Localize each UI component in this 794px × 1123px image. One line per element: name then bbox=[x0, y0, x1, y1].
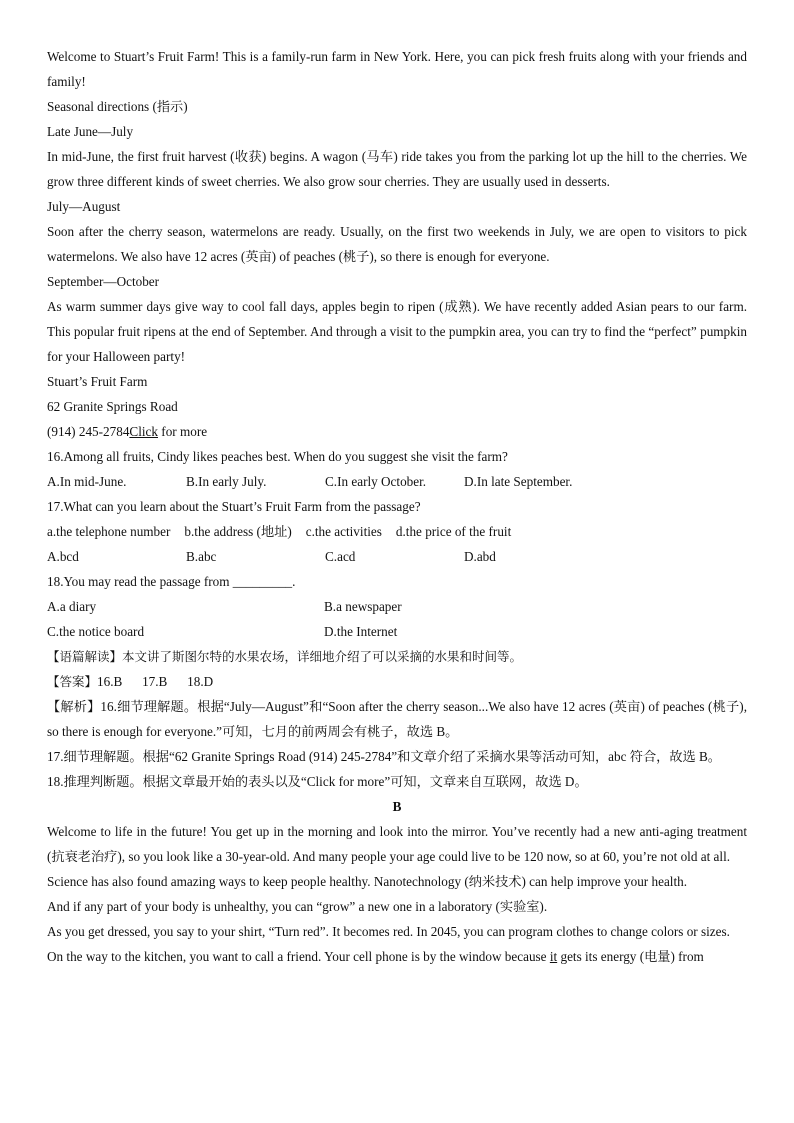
passage-b-p1: Welcome to life in the future! You get up in the morning and look into the mirror. You’ve recently had a new anti-aging treatment (抗衰老治疗), so you look like a 30-year-old. And many people your age could live to be 120 now, so at 60, you’re not old at all. bbox=[47, 824, 747, 864]
q17-item-a: a.the telephone number bbox=[47, 524, 171, 539]
p5-it: it bbox=[549, 949, 558, 964]
farm-name: Stuart’s Fruit Farm bbox=[47, 374, 148, 389]
q17-option-a: A.bcd bbox=[47, 549, 79, 564]
passage-b-p5 bbox=[47, 944, 747, 969]
explanation-16: 【解析】16.细节理解题。根据“July—August”和“Soon after the cherry season...We also have 12 acres (英亩) of peaches (桃子), so there is enough for everyone.”可知，七月的前两周会有桃子，故选 B。 bbox=[47, 699, 747, 739]
directions-title: Seasonal directions (指示) bbox=[47, 99, 188, 114]
passage-b-p4: As you get dressed, you say to your shirt, “Turn red”. It becomes red. In 2045, you can program clothes to change colors or sizes. bbox=[47, 924, 730, 939]
farm-address: 62 Granite Springs Road bbox=[47, 399, 178, 414]
q17-item-b: b.the address (地址) bbox=[184, 524, 292, 539]
q17-option-c: C.acd bbox=[325, 549, 356, 564]
answer-values: 16.B 17.B 18.D bbox=[97, 674, 214, 689]
q17-option-d: D.abd bbox=[464, 549, 496, 564]
season3-title: September—October bbox=[47, 274, 160, 289]
explanation-18: 18.推理判断题。根据文章最开始的表头以及“Click for more”可知，文章来自互联网，故选 D。 bbox=[47, 774, 588, 789]
passage-b-p2: Science has also found amazing ways to keep people healthy. Nanotechnology (纳米技术) can help improve your health. bbox=[47, 874, 688, 889]
passage-b-label: B bbox=[392, 799, 402, 814]
q17-options bbox=[47, 544, 747, 569]
season2-title: July—August bbox=[47, 199, 121, 214]
q18-option-c: C.the notice board bbox=[47, 624, 145, 639]
q18-option-d: D.the Internet bbox=[324, 624, 398, 639]
answer-line bbox=[47, 669, 747, 694]
p5-before: On the way to the kitchen, you want to call a friend. Your cell phone is by the window because bbox=[47, 949, 550, 964]
answer-label: 【答案】 bbox=[47, 674, 98, 689]
click-link[interactable]: Click bbox=[129, 424, 158, 439]
q16-option-d: D.In late September. bbox=[464, 474, 573, 489]
season3-text: As warm summer days give way to cool fall days, apples begin to ripen (成熟). We have recently added Asian pears to our farm. This popular fruit ripens at the end of September. And through a visit to the pumpkin area, you can try to find the “perfect” pumpkin for your Halloween party! bbox=[47, 299, 747, 364]
q18-option-a: A.a diary bbox=[47, 599, 97, 614]
document-page bbox=[47, 44, 747, 969]
farm-phone: (914) 245-2784 bbox=[47, 424, 130, 439]
question-16: 16.Among all fruits, Cindy likes peaches best. When do you suggest she visit the farm? bbox=[47, 449, 508, 464]
q17-item-c: c.the activities bbox=[305, 524, 382, 539]
q16-option-a: A.In mid-June. bbox=[47, 474, 127, 489]
farm-contact bbox=[47, 419, 747, 444]
q16-option-c: C.In early October. bbox=[325, 474, 427, 489]
q17-item-d: d.the price of the fruit bbox=[395, 524, 512, 539]
question-17: 17.What can you learn about the Stuart’s Fruit Farm from the passage? bbox=[47, 499, 421, 514]
q18-options-row1 bbox=[47, 594, 747, 619]
passage-b-p3: And if any part of your body is unhealthy, you can “grow” a new one in a laboratory (实验室). bbox=[47, 899, 548, 914]
q18-option-b: B.a newspaper bbox=[324, 599, 402, 614]
q17-option-b: B.abc bbox=[186, 549, 217, 564]
question-18: 18.You may read the passage from _________. bbox=[47, 574, 296, 589]
q16-options bbox=[47, 469, 747, 494]
q16-option-b: B.In early July. bbox=[186, 474, 267, 489]
q17-items bbox=[47, 519, 747, 544]
explanation-17: 17.细节理解题。根据“62 Granite Springs Road (914) 245-2784”和文章介绍了采摘水果等活动可知，abc 符合，故选 B。 bbox=[47, 749, 721, 764]
season2-text: Soon after the cherry season, watermelons are ready. Usually, on the first two weekends in July, we are open to visitors to pick watermelons. We also have 12 acres (英亩) of peaches (桃子), so there is enough for everyone. bbox=[47, 224, 747, 264]
season1-title: Late June—July bbox=[47, 124, 134, 139]
q18-options-row2 bbox=[47, 619, 747, 644]
passage-a-intro: Welcome to Stuart’s Fruit Farm! This is a family-run farm in New York. Here, you can pick fresh fruits along with your friends and family! bbox=[47, 49, 747, 89]
click-rest: for more bbox=[158, 424, 208, 439]
analysis-summary: 【语篇解读】本文讲了斯图尔特的水果农场，详细地介绍了可以采摘的水果和时间等。 bbox=[47, 649, 523, 664]
season1-text: In mid-June, the first fruit harvest (收获) begins. A wagon (马车) ride takes you from the parking lot up the hill to the cherries. We grow three different kinds of sweet cherries. We also grow sour cherries. They are usually used in desserts. bbox=[47, 149, 747, 189]
p5-after: gets its energy (电量) from bbox=[557, 949, 704, 964]
